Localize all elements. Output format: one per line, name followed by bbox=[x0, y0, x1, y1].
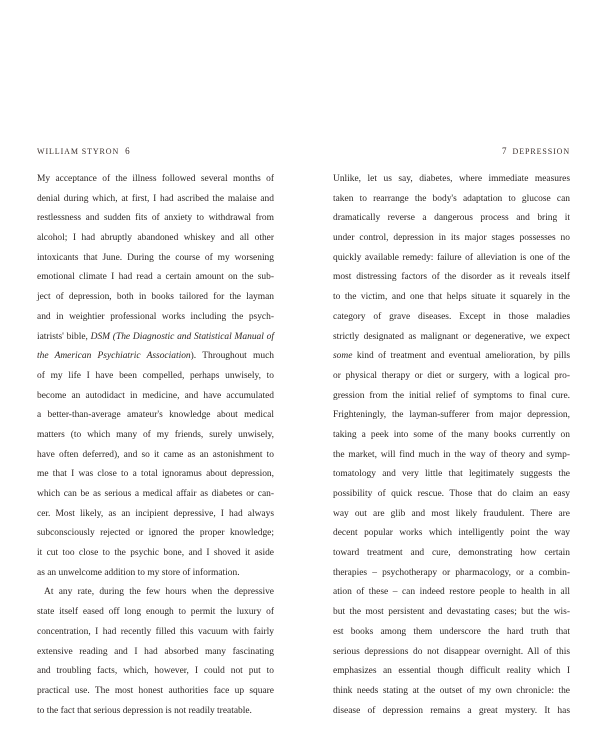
line-text: and in weightier professional works including the psych- bbox=[37, 311, 274, 322]
text-line bbox=[333, 190, 570, 210]
line-text: Frighteningly, the layman-sufferer from major depression, bbox=[333, 410, 570, 421]
line-text: most distressing factors of the disorder as it reveals itself bbox=[333, 272, 570, 283]
text-line bbox=[333, 426, 570, 446]
text-line bbox=[333, 544, 570, 564]
text-line bbox=[37, 209, 274, 229]
line-text: est books among them underscore the hard truth that bbox=[333, 626, 570, 637]
text-line bbox=[333, 288, 570, 308]
text-line bbox=[37, 406, 274, 426]
line-text: iatrists' bible, bbox=[37, 331, 91, 342]
right-running-header bbox=[333, 146, 570, 160]
text-line bbox=[333, 682, 570, 702]
running-head-title: DEPRESSION bbox=[512, 147, 570, 156]
line-text: dramatically reverse a dangerous process and bring it bbox=[333, 213, 570, 224]
text-line bbox=[37, 505, 274, 525]
text-line bbox=[37, 643, 274, 663]
italic-text: DSM (The Diagnostic and Statistical Manual of bbox=[90, 331, 274, 342]
line-text: intoxicants that June. During the course of my worsening bbox=[37, 252, 274, 263]
text-line bbox=[37, 308, 274, 328]
text-line bbox=[37, 544, 274, 564]
text-line bbox=[37, 465, 274, 485]
line-text: ). Throughout much bbox=[190, 351, 274, 362]
line-text: it cut too close to the psychic bone, and I shoved it aside bbox=[37, 548, 274, 559]
text-line bbox=[333, 446, 570, 466]
line-text: quickly available remedy: failure of alleviation is one of the bbox=[333, 252, 570, 263]
text-line bbox=[37, 288, 274, 308]
text-line bbox=[333, 702, 570, 722]
line-text: strictly designated as malignant or degenerative, we expect bbox=[333, 331, 570, 342]
line-text: a better-than-average amateur's knowledge about medical bbox=[37, 410, 274, 421]
line-text: category of grave diseases. Except in those maladies bbox=[333, 311, 570, 322]
text-line bbox=[333, 229, 570, 249]
line-text: emotional climate I had read a certain amount on the sub- bbox=[37, 272, 274, 283]
left-page-text bbox=[37, 170, 274, 721]
line-text: matters (to which many of my friends, surely unwisely, bbox=[37, 429, 274, 440]
line-text: as an unwelcome addition to my store of information. bbox=[37, 567, 240, 578]
text-line bbox=[333, 387, 570, 407]
text-line bbox=[37, 328, 274, 348]
text-line bbox=[333, 505, 570, 525]
line-text: but the most persistent and devastating cases; but the wis- bbox=[333, 607, 570, 618]
text-line bbox=[37, 603, 274, 623]
text-line bbox=[333, 662, 570, 682]
right-page-number: 7 bbox=[502, 146, 507, 156]
running-head-author: WILLIAM STYRON bbox=[37, 147, 120, 156]
text-line bbox=[333, 209, 570, 229]
text-line bbox=[37, 564, 274, 584]
line-text: state itself eased off long enough to permit the luxury of bbox=[37, 607, 274, 618]
text-line bbox=[333, 623, 570, 643]
line-text: under control, depression in its major stages possesses no bbox=[333, 233, 570, 244]
text-line bbox=[333, 603, 570, 623]
text-line bbox=[333, 465, 570, 485]
line-text: have often deferred), and so it came as an astonishment to bbox=[37, 449, 274, 460]
italic-text: some bbox=[333, 351, 353, 362]
line-text: therapies – psychotherapy or pharmacology, or a combin- bbox=[333, 567, 570, 578]
text-line bbox=[37, 662, 274, 682]
text-line bbox=[37, 170, 274, 190]
line-text: gression from the initial relief of symptoms to final cure. bbox=[333, 390, 570, 401]
line-text: possibility of quick rescue. Those that do claim an easy bbox=[333, 489, 570, 499]
line-text: taking a peek into some of the many books currently on bbox=[333, 429, 570, 440]
text-line bbox=[333, 170, 570, 190]
text-line bbox=[333, 308, 570, 328]
text-line bbox=[333, 249, 570, 269]
line-text: taken to rearrange the body's adaptation to glucose can bbox=[333, 193, 570, 204]
text-line bbox=[37, 229, 274, 249]
line-text: My acceptance of the illness followed several months of bbox=[37, 174, 274, 184]
text-line bbox=[37, 426, 274, 446]
line-text: concentration, I had recently filled this vacuum with fairly bbox=[37, 626, 274, 637]
text-line bbox=[333, 643, 570, 663]
line-text: practical use. The most honest authorities face up square bbox=[37, 685, 274, 696]
left-page bbox=[37, 146, 274, 721]
text-line bbox=[333, 524, 570, 544]
line-text: think needs stating at the outset of my own chronicle: the bbox=[333, 685, 570, 696]
line-text: serious depressions do not disappear overnight. All of this bbox=[333, 646, 570, 657]
text-line bbox=[37, 702, 274, 722]
left-page-number: 6 bbox=[125, 146, 130, 156]
text-line bbox=[37, 524, 274, 544]
line-text: of my life I have been compelled, perhaps unwisely, to bbox=[37, 370, 274, 381]
line-text: to the fact that serious depression is not readily treatable. bbox=[37, 705, 252, 716]
line-text: restlessness and sudden fits of anxiety to withdrawal from bbox=[37, 213, 274, 224]
text-line bbox=[333, 564, 570, 584]
line-text: denial during which, at first, I had ascribed the malaise and bbox=[37, 193, 274, 204]
line-text: the market, will find much in the way of theory and symp- bbox=[333, 449, 570, 460]
text-line bbox=[333, 268, 570, 288]
left-running-header bbox=[37, 146, 274, 160]
text-line bbox=[333, 367, 570, 387]
line-text: Unlike, let us say, diabetes, where immediate measures bbox=[333, 174, 570, 184]
line-text: tomatology and very little that legitimately suggests the bbox=[333, 469, 570, 480]
text-line bbox=[37, 367, 274, 387]
text-line bbox=[37, 249, 274, 269]
line-text: become an autodidact in medicine, and have accumulated bbox=[37, 390, 274, 401]
text-line bbox=[37, 623, 274, 643]
text-line bbox=[37, 387, 274, 407]
line-text: alcohol; I had abruptly abandoned whiskey and all other bbox=[37, 233, 274, 244]
right-page-text bbox=[333, 170, 570, 721]
text-line bbox=[37, 347, 274, 367]
line-text: and troubling facts, which, however, I could not put to bbox=[37, 666, 274, 677]
line-text: ation of these – can indeed restore people to health in all bbox=[333, 587, 570, 598]
text-line bbox=[37, 446, 274, 466]
text-line bbox=[37, 268, 274, 288]
text-line bbox=[333, 347, 570, 367]
line-text: ject of depression, both in books tailored for the layman bbox=[37, 292, 274, 303]
text-line bbox=[37, 583, 274, 603]
text-line bbox=[333, 485, 570, 505]
text-line bbox=[333, 406, 570, 426]
text-line bbox=[333, 328, 570, 348]
line-text: which can be as serious a medical affair as diabetes or can- bbox=[37, 489, 274, 499]
line-text: or physical therapy or diet or surgery, with a logical pro- bbox=[333, 370, 570, 381]
text-line bbox=[37, 190, 274, 210]
line-text: disease of depression remains a great mystery. It has bbox=[333, 705, 570, 716]
text-line bbox=[37, 682, 274, 702]
line-text: to the victim, and one that helps situate it squarely in the bbox=[333, 292, 570, 303]
line-text: subconsciously rejected or ignored the proper knowledge; bbox=[37, 528, 274, 539]
line-text: decent popular works which intelligently point the way bbox=[333, 528, 570, 539]
line-text: cer. Most likely, as an incipient depressive, I had always bbox=[37, 508, 274, 519]
line-text: toward treatment and cure, demonstrating how certain bbox=[333, 548, 570, 559]
line-text: extensive reading and I had absorbed many fascinating bbox=[37, 646, 274, 657]
line-text: At any rate, during the few hours when the depressive bbox=[44, 587, 274, 598]
line-text: emphasizes an essential though difficult reality which I bbox=[333, 666, 570, 677]
line-text: kind of treatment and eventual amelioration, by pills bbox=[352, 351, 570, 362]
right-page bbox=[333, 146, 570, 721]
text-line bbox=[333, 583, 570, 603]
italic-text: the American Psychiatric Association bbox=[37, 351, 191, 362]
line-text: way out are glib and most likely fraudulent. There are bbox=[333, 508, 570, 519]
line-text: me that I was close to a total ignoramus about depression, bbox=[37, 469, 274, 480]
text-line bbox=[37, 485, 274, 505]
